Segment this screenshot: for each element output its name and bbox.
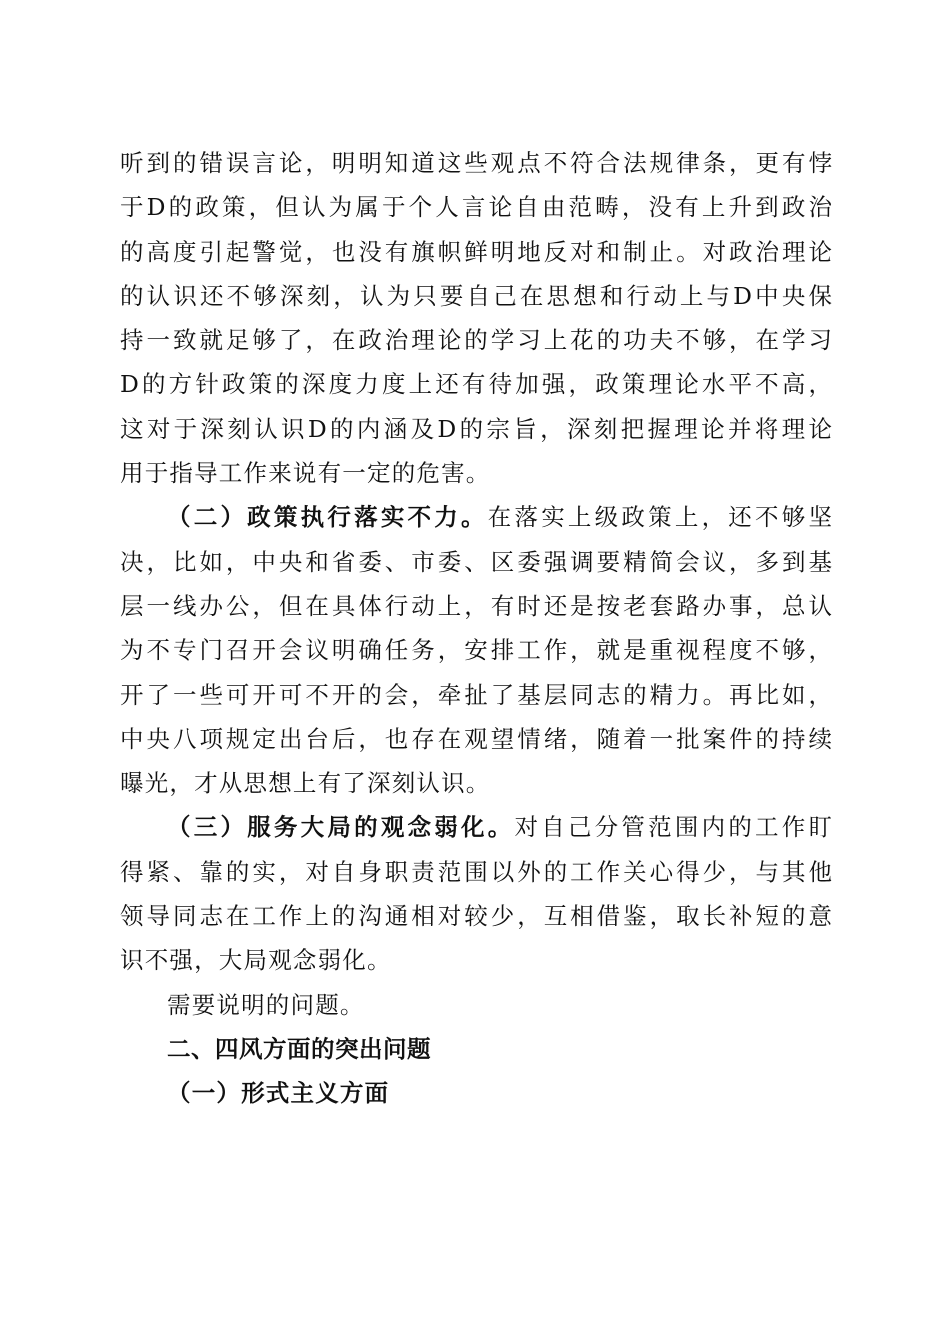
text-line: 听到的错误言论，明明知道这些观点不符合法规律条，更有悖	[120, 149, 832, 177]
paragraph-heading: （二）政策执行落实不力。	[167, 503, 488, 532]
document-page	[120, 141, 832, 1116]
subsection-heading: （一）形式主义方面	[167, 1079, 390, 1108]
text-line	[120, 495, 832, 539]
section-heading: 二、四风方面的突出问题	[167, 1034, 431, 1063]
paragraph-policy-execution	[120, 495, 832, 805]
text-line: 的认识还不够深刻，认为只要自己在思想和行动上与D中央保	[120, 281, 832, 310]
text-line: 层一线办公，但在具体行动上，有时还是按老套路办事，总认	[120, 591, 832, 620]
text-line: 曝光，才从思想上有了深刻认识。	[120, 769, 491, 798]
text-line: 决，比如，中央和省委、市委、区委强调要精简会议，多到基	[120, 547, 832, 576]
text-line: 中央八项规定出台后，也存在观望情绪，随着一批案件的持续	[120, 724, 832, 753]
paragraph-heading: （三）服务大局的观念弱化。	[167, 813, 515, 842]
text-line: 得紧、靠的实，对自身职责范围以外的工作关心得少，与其他	[120, 857, 832, 886]
text-line: 这对于深刻认识D的内涵及D的宗旨，深刻把握理论并将理论	[120, 414, 832, 443]
note-text: 需要说明的问题。	[167, 990, 365, 1019]
text-line: 开了一些可开可不开的会，牵扯了基层同志的精力。再比如，	[120, 680, 832, 709]
paragraph-text: 对自己分管范围内的工作盯	[514, 813, 833, 842]
text-line: 用于指导工作来说有一定的危害。	[120, 459, 491, 488]
paragraph-political-awareness	[120, 141, 832, 495]
paragraph-overall-situation	[120, 805, 832, 982]
text-line: 为不专门召开会议明确任务，安排工作，就是重视程度不够，	[120, 636, 832, 665]
text-line: 持一致就足够了，在政治理论的学习上花的功夫不够，在学习	[120, 326, 832, 355]
text-line: D的方针政策的深度力度上还有待加强，政策理论水平不高，	[120, 370, 832, 399]
text-line: 识不强，大局观念弱化。	[120, 946, 392, 975]
text-line: 领导同志在工作上的沟通相对较少，互相借鉴，取长补短的意	[120, 902, 832, 931]
text-line	[120, 805, 832, 849]
paragraph-text: 在落实上级政策上，还不够坚	[487, 503, 832, 532]
text-line: 于D的政策，但认为属于个人言论自由范畴，没有上升到政治	[120, 193, 832, 222]
text-line: 的高度引起警觉，也没有旗帜鲜明地反对和制止。对政治理论	[120, 237, 832, 266]
